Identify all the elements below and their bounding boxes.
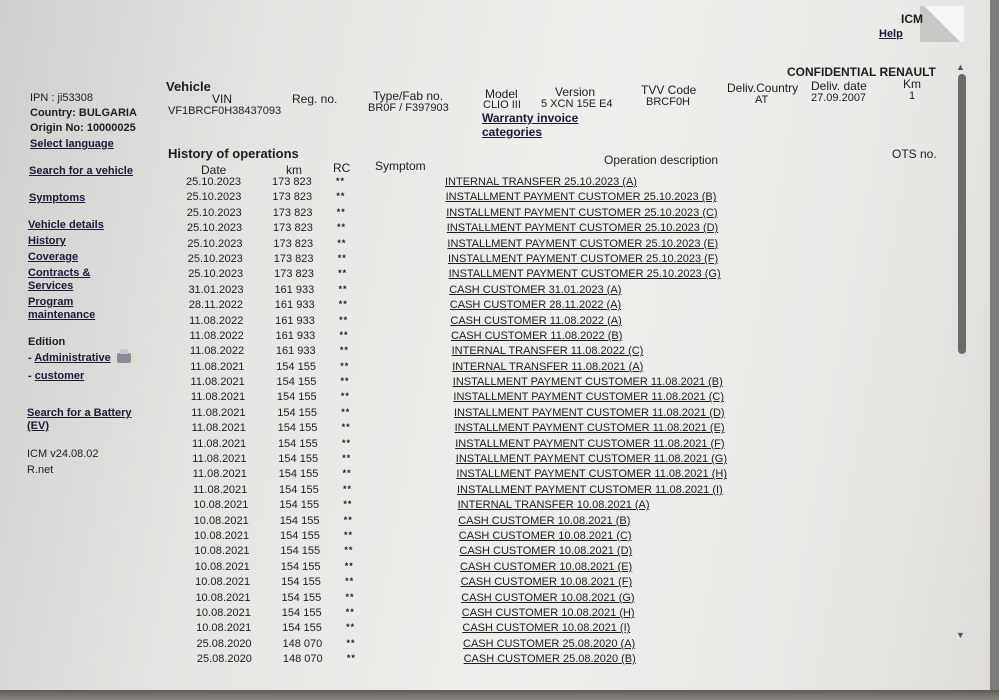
desk-background xyxy=(0,690,999,700)
row-km: 154 155 xyxy=(280,529,320,542)
type-value: BR0F / F397903 xyxy=(368,102,449,114)
row-km: 154 155 xyxy=(278,468,319,481)
arrow-down-icon[interactable]: ▼ xyxy=(956,630,965,640)
row-description-link[interactable]: INSTALLMENT PAYMENT CUSTOMER 11.08.2021 (H) xyxy=(456,468,727,481)
row-km: 161 933 xyxy=(274,299,315,312)
col-desc-header: Operation description xyxy=(604,153,719,167)
col-ots-header: OTS no. xyxy=(892,147,937,161)
row-km: 173 823 xyxy=(272,191,313,204)
row-description-link[interactable]: INSTALLMENT PAYMENT CUSTOMER 11.08.2021 (G) xyxy=(455,453,728,466)
row-km: 154 155 xyxy=(277,437,318,450)
search-battery-link-2[interactable]: (EV) xyxy=(27,420,49,432)
row-description-link[interactable]: CASH CUSTOMER 25.08.2020 (A) xyxy=(463,637,636,650)
row-rc: ** xyxy=(341,406,351,417)
table-row xyxy=(189,592,749,607)
row-km: 154 155 xyxy=(276,391,317,404)
row-description-link[interactable]: CASH CUSTOMER 10.08.2021 (H) xyxy=(461,606,635,619)
row-description-link[interactable]: CASH CUSTOMER 10.08.2021 (C) xyxy=(458,529,632,542)
row-description-link[interactable]: INSTALLMENT PAYMENT CUSTOMER 11.08.2021 (E) xyxy=(454,422,725,435)
row-date: 10.08.2021 xyxy=(195,606,251,619)
row-date: 10.08.2021 xyxy=(194,560,250,573)
program-link-2[interactable]: maintenance xyxy=(28,309,96,321)
edition-label: Edition xyxy=(28,336,66,348)
row-km: 154 155 xyxy=(279,483,319,496)
row-description-link[interactable]: CASH CUSTOMER 11.08.2022 (A) xyxy=(450,314,622,327)
row-date: 25.08.2020 xyxy=(196,637,252,650)
search-battery-link-1[interactable]: Search for a Battery xyxy=(27,407,132,419)
table-row xyxy=(190,622,750,637)
help-link[interactable]: Help xyxy=(879,28,903,40)
model-value: CLIO III xyxy=(483,99,521,111)
row-description-link[interactable]: INSTALLMENT PAYMENT CUSTOMER 25.10.2023 (C) xyxy=(446,206,718,219)
table-row xyxy=(188,545,748,560)
row-description-link[interactable]: CASH CUSTOMER 10.08.2021 (F) xyxy=(460,576,633,589)
table-row xyxy=(186,453,746,468)
row-description-link[interactable]: INSTALLMENT PAYMENT CUSTOMER 11.08.2021 (I) xyxy=(457,483,723,496)
history-table xyxy=(180,176,740,669)
row-km: 161 933 xyxy=(275,345,316,358)
table-row xyxy=(187,499,747,514)
select-language-link[interactable]: Select language xyxy=(30,138,114,150)
row-date: 10.08.2021 xyxy=(193,499,249,512)
table-row xyxy=(186,422,746,437)
km-value: 1 xyxy=(909,90,916,102)
row-date: 10.08.2021 xyxy=(195,576,251,589)
row-date: 10.08.2021 xyxy=(195,591,251,604)
row-rc: ** xyxy=(340,360,350,371)
row-date: 25.10.2023 xyxy=(186,206,242,219)
row-date: 11.08.2021 xyxy=(190,360,245,373)
table-row xyxy=(181,207,741,222)
col-km-header: km xyxy=(286,163,302,177)
table-row xyxy=(185,376,745,391)
table-row xyxy=(184,361,744,376)
table-row xyxy=(190,607,750,622)
row-km: 154 155 xyxy=(281,606,322,619)
row-rc: ** xyxy=(338,268,348,279)
warranty-invoice-link[interactable]: Warranty invoice xyxy=(482,111,579,125)
row-description-link[interactable]: CASH CUSTOMER 10.08.2021 (G) xyxy=(461,591,635,604)
row-description-link[interactable]: INSTALLMENT PAYMENT CUSTOMER 25.10.2023 (F) xyxy=(448,252,719,265)
icm-version: ICM v24.08.02 xyxy=(27,448,99,460)
coverage-link[interactable]: Coverage xyxy=(28,251,79,263)
table-row xyxy=(188,515,748,530)
row-description-link[interactable]: INSTALLMENT PAYMENT CUSTOMER 11.08.2021 (C) xyxy=(453,391,724,404)
row-km: 173 823 xyxy=(273,237,314,250)
row-rc: ** xyxy=(337,252,347,263)
row-rc: ** xyxy=(336,206,346,217)
row-description-link[interactable]: CASH CUSTOMER 31.01.2023 (A) xyxy=(449,283,622,296)
row-description-link[interactable]: CASH CUSTOMER 10.08.2021 (D) xyxy=(459,545,633,558)
app-title: ICM xyxy=(901,12,923,26)
row-rc: ** xyxy=(337,222,347,233)
table-row xyxy=(182,268,742,283)
row-rc: ** xyxy=(340,391,350,402)
scrollbar[interactable] xyxy=(956,64,970,644)
table-row xyxy=(184,330,744,345)
row-rc: ** xyxy=(342,453,352,464)
table-row xyxy=(183,299,743,314)
type-label: Type/Fab no. xyxy=(373,89,444,103)
table-row xyxy=(182,253,742,268)
row-km: 154 155 xyxy=(280,545,321,558)
table-row xyxy=(185,391,745,406)
row-rc: ** xyxy=(343,483,353,494)
row-description-link[interactable]: INSTALLMENT PAYMENT CUSTOMER 25.10.2023 (D) xyxy=(446,222,719,235)
row-date: 11.08.2021 xyxy=(191,422,246,435)
administrative-item: - Administrative xyxy=(28,352,131,364)
row-description-link[interactable]: INSTALLMENT PAYMENT CUSTOMER 11.08.2021 (F) xyxy=(455,437,725,450)
search-vehicle-link[interactable]: Search for a vehicle xyxy=(29,165,133,177)
row-date: 11.08.2022 xyxy=(189,345,245,358)
customer-link[interactable]: customer xyxy=(34,370,85,382)
row-rc: ** xyxy=(342,468,352,479)
row-km: 154 155 xyxy=(282,622,322,635)
row-km: 154 155 xyxy=(280,560,321,573)
row-description-link[interactable]: INSTALLMENT PAYMENT CUSTOMER 25.10.2023 (E) xyxy=(447,237,719,250)
row-description-link[interactable]: CASH CUSTOMER 10.08.2021 (I) xyxy=(462,622,631,635)
row-km: 154 155 xyxy=(281,591,322,604)
row-rc: ** xyxy=(345,576,355,587)
row-description-link[interactable]: INTERNAL TRANSFER 11.08.2021 (A) xyxy=(452,360,644,373)
row-description-link[interactable]: INTERNAL TRANSFER 11.08.2022 (C) xyxy=(451,345,644,358)
col-symptom-header: Symptom xyxy=(375,159,426,173)
row-rc: ** xyxy=(346,637,356,648)
program-link-1[interactable]: Program xyxy=(28,296,74,308)
row-rc: ** xyxy=(344,545,354,556)
rnet-label: R.net xyxy=(27,464,54,476)
row-rc: ** xyxy=(343,499,353,510)
row-km: 173 823 xyxy=(273,222,313,235)
scroll-thumb[interactable] xyxy=(958,74,966,354)
deliv-country-value: AT xyxy=(755,94,769,106)
row-rc: ** xyxy=(343,514,353,525)
row-rc: ** xyxy=(336,191,346,202)
ipn-label: IPN : ji53308 xyxy=(30,92,93,104)
row-date: 25.10.2023 xyxy=(187,237,243,250)
row-date: 11.08.2022 xyxy=(189,314,244,327)
row-km: 161 933 xyxy=(275,329,316,342)
table-row xyxy=(191,653,751,668)
row-km: 154 155 xyxy=(276,360,316,373)
row-rc: ** xyxy=(338,283,348,294)
row-km: 161 933 xyxy=(274,283,315,296)
row-description-link[interactable]: CASH CUSTOMER 28.11.2022 (A) xyxy=(449,299,622,312)
row-description-link[interactable]: CASH CUSTOMER 11.08.2022 (B) xyxy=(451,329,623,342)
row-km: 154 155 xyxy=(278,453,319,466)
tvv-value: BRCF0H xyxy=(646,96,691,108)
vin-value: VF1BRCF0H38437093 xyxy=(168,105,282,117)
row-description-link[interactable]: INSTALLMENT PAYMENT CUSTOMER 25.10.2023 (B) xyxy=(445,191,717,204)
row-rc: ** xyxy=(346,653,356,664)
row-date: 11.08.2021 xyxy=(190,391,246,404)
table-row xyxy=(186,438,746,453)
row-rc: ** xyxy=(344,529,354,540)
printer-icon[interactable] xyxy=(117,353,131,363)
row-date: 25.10.2023 xyxy=(187,222,243,235)
row-km: 154 155 xyxy=(277,406,318,419)
row-km: 154 155 xyxy=(279,514,320,527)
table-row xyxy=(183,315,743,330)
contracts-link-1[interactable]: Contracts & xyxy=(28,267,91,279)
row-date: 11.08.2021 xyxy=(193,483,248,496)
row-date: 11.08.2021 xyxy=(190,376,245,389)
row-rc: ** xyxy=(339,329,349,340)
history-link[interactable]: History xyxy=(28,235,66,247)
symptoms-link[interactable]: Symptoms xyxy=(29,192,86,204)
contracts-link-2[interactable]: Services xyxy=(28,280,74,292)
table-row xyxy=(182,284,742,299)
row-date: 25.10.2023 xyxy=(186,191,242,204)
table-row xyxy=(189,576,749,591)
model-label: Model xyxy=(485,87,518,101)
km-label: Km xyxy=(903,77,921,91)
col-rc-header: RC xyxy=(333,161,351,175)
table-row xyxy=(184,345,744,360)
row-rc: ** xyxy=(344,560,354,571)
table-row xyxy=(180,191,740,206)
row-date: 10.08.2021 xyxy=(196,622,252,635)
row-description-link[interactable]: INSTALLMENT PAYMENT CUSTOMER 11.08.2021 (D) xyxy=(454,406,725,419)
row-rc: ** xyxy=(340,376,350,387)
row-km: 154 155 xyxy=(279,499,320,512)
row-km: 154 155 xyxy=(281,576,321,589)
row-date: 11.08.2022 xyxy=(189,329,244,342)
row-date: 11.08.2021 xyxy=(192,453,247,466)
row-rc: ** xyxy=(339,314,349,325)
table-row xyxy=(188,530,748,545)
row-date: 11.08.2021 xyxy=(191,437,247,450)
row-km: 148 070 xyxy=(282,637,323,650)
row-description-link[interactable]: INSTALLMENT PAYMENT CUSTOMER 25.10.2023 (G) xyxy=(448,268,721,281)
table-row xyxy=(191,638,751,653)
table-row xyxy=(181,238,741,253)
row-date: 10.08.2021 xyxy=(194,545,250,558)
administrative-link[interactable]: Administrative xyxy=(34,352,111,364)
vehicle-heading: Vehicle xyxy=(166,79,211,94)
row-rc: ** xyxy=(338,299,348,310)
row-description-link[interactable]: CASH CUSTOMER 25.08.2020 (B) xyxy=(463,653,636,666)
row-date: 31.01.2023 xyxy=(188,283,244,296)
country-label: Country: BULGARIA xyxy=(30,107,137,119)
row-rc: ** xyxy=(339,345,349,356)
version-label: Version xyxy=(555,85,596,99)
row-km: 148 070 xyxy=(282,653,323,666)
confidential-label: CONFIDENTIAL RENAULT xyxy=(787,65,936,79)
row-rc: ** xyxy=(336,176,346,186)
row-km: 161 933 xyxy=(275,314,315,327)
table-row xyxy=(187,468,747,483)
row-date: 25.08.2020 xyxy=(196,653,252,666)
row-km: 154 155 xyxy=(277,422,318,435)
deliv-country-label: Deliv.Country xyxy=(727,81,799,95)
row-date: 25.10.2023 xyxy=(186,176,242,188)
table-row xyxy=(189,561,749,576)
row-description-link[interactable]: INTERNAL TRANSFER 10.08.2021 (A) xyxy=(457,499,650,512)
row-km: 173 823 xyxy=(274,268,314,281)
tvv-label: TVV Code xyxy=(641,83,697,97)
version-value: 5 XCN 15E E4 xyxy=(541,98,613,110)
history-heading: History of operations xyxy=(168,146,299,161)
row-date: 25.10.2023 xyxy=(188,268,244,281)
row-date: 10.08.2021 xyxy=(193,514,249,527)
row-rc: ** xyxy=(337,237,347,248)
row-rc: ** xyxy=(345,591,355,602)
row-date: 25.10.2023 xyxy=(187,252,243,265)
page-fold xyxy=(920,6,964,42)
row-date: 11.08.2021 xyxy=(191,406,246,419)
arrow-up-icon[interactable]: ▲ xyxy=(956,62,965,72)
origin-label: Origin No: 10000025 xyxy=(30,122,136,134)
deliv-date-label: Deliv. date xyxy=(811,79,867,93)
row-description-link[interactable]: INSTALLMENT PAYMENT CUSTOMER 11.08.2021 (B) xyxy=(452,376,723,389)
row-km: 173 823 xyxy=(273,252,314,265)
vehicle-details-link[interactable]: Vehicle details xyxy=(28,219,104,231)
vin-label: VIN xyxy=(212,92,233,106)
table-row xyxy=(180,176,740,191)
row-description-link[interactable]: CASH CUSTOMER 10.08.2021 (B) xyxy=(458,514,631,527)
row-rc: ** xyxy=(346,622,356,633)
row-km: 173 823 xyxy=(272,176,312,188)
warranty-categories-link[interactable]: categories xyxy=(482,125,543,139)
row-date: 28.11.2022 xyxy=(188,299,244,312)
row-km: 173 823 xyxy=(272,206,313,219)
row-date: 11.08.2021 xyxy=(192,468,247,481)
row-date: 10.08.2021 xyxy=(194,529,250,542)
table-row xyxy=(187,484,747,499)
row-rc: ** xyxy=(341,437,351,448)
customer-item: - customer xyxy=(28,370,85,382)
table-row xyxy=(181,222,741,237)
row-description-link[interactable]: CASH CUSTOMER 10.08.2021 (E) xyxy=(460,560,633,573)
row-km: 154 155 xyxy=(276,376,317,389)
table-row xyxy=(185,407,745,422)
row-description-link[interactable]: INTERNAL TRANSFER 25.10.2023 (A) xyxy=(445,176,637,188)
col-date-header: Date xyxy=(201,163,227,177)
deliv-date-value: 27.09.2007 xyxy=(811,92,867,104)
row-rc: ** xyxy=(345,606,355,617)
reg-label: Reg. no. xyxy=(292,92,338,106)
row-rc: ** xyxy=(341,422,351,433)
